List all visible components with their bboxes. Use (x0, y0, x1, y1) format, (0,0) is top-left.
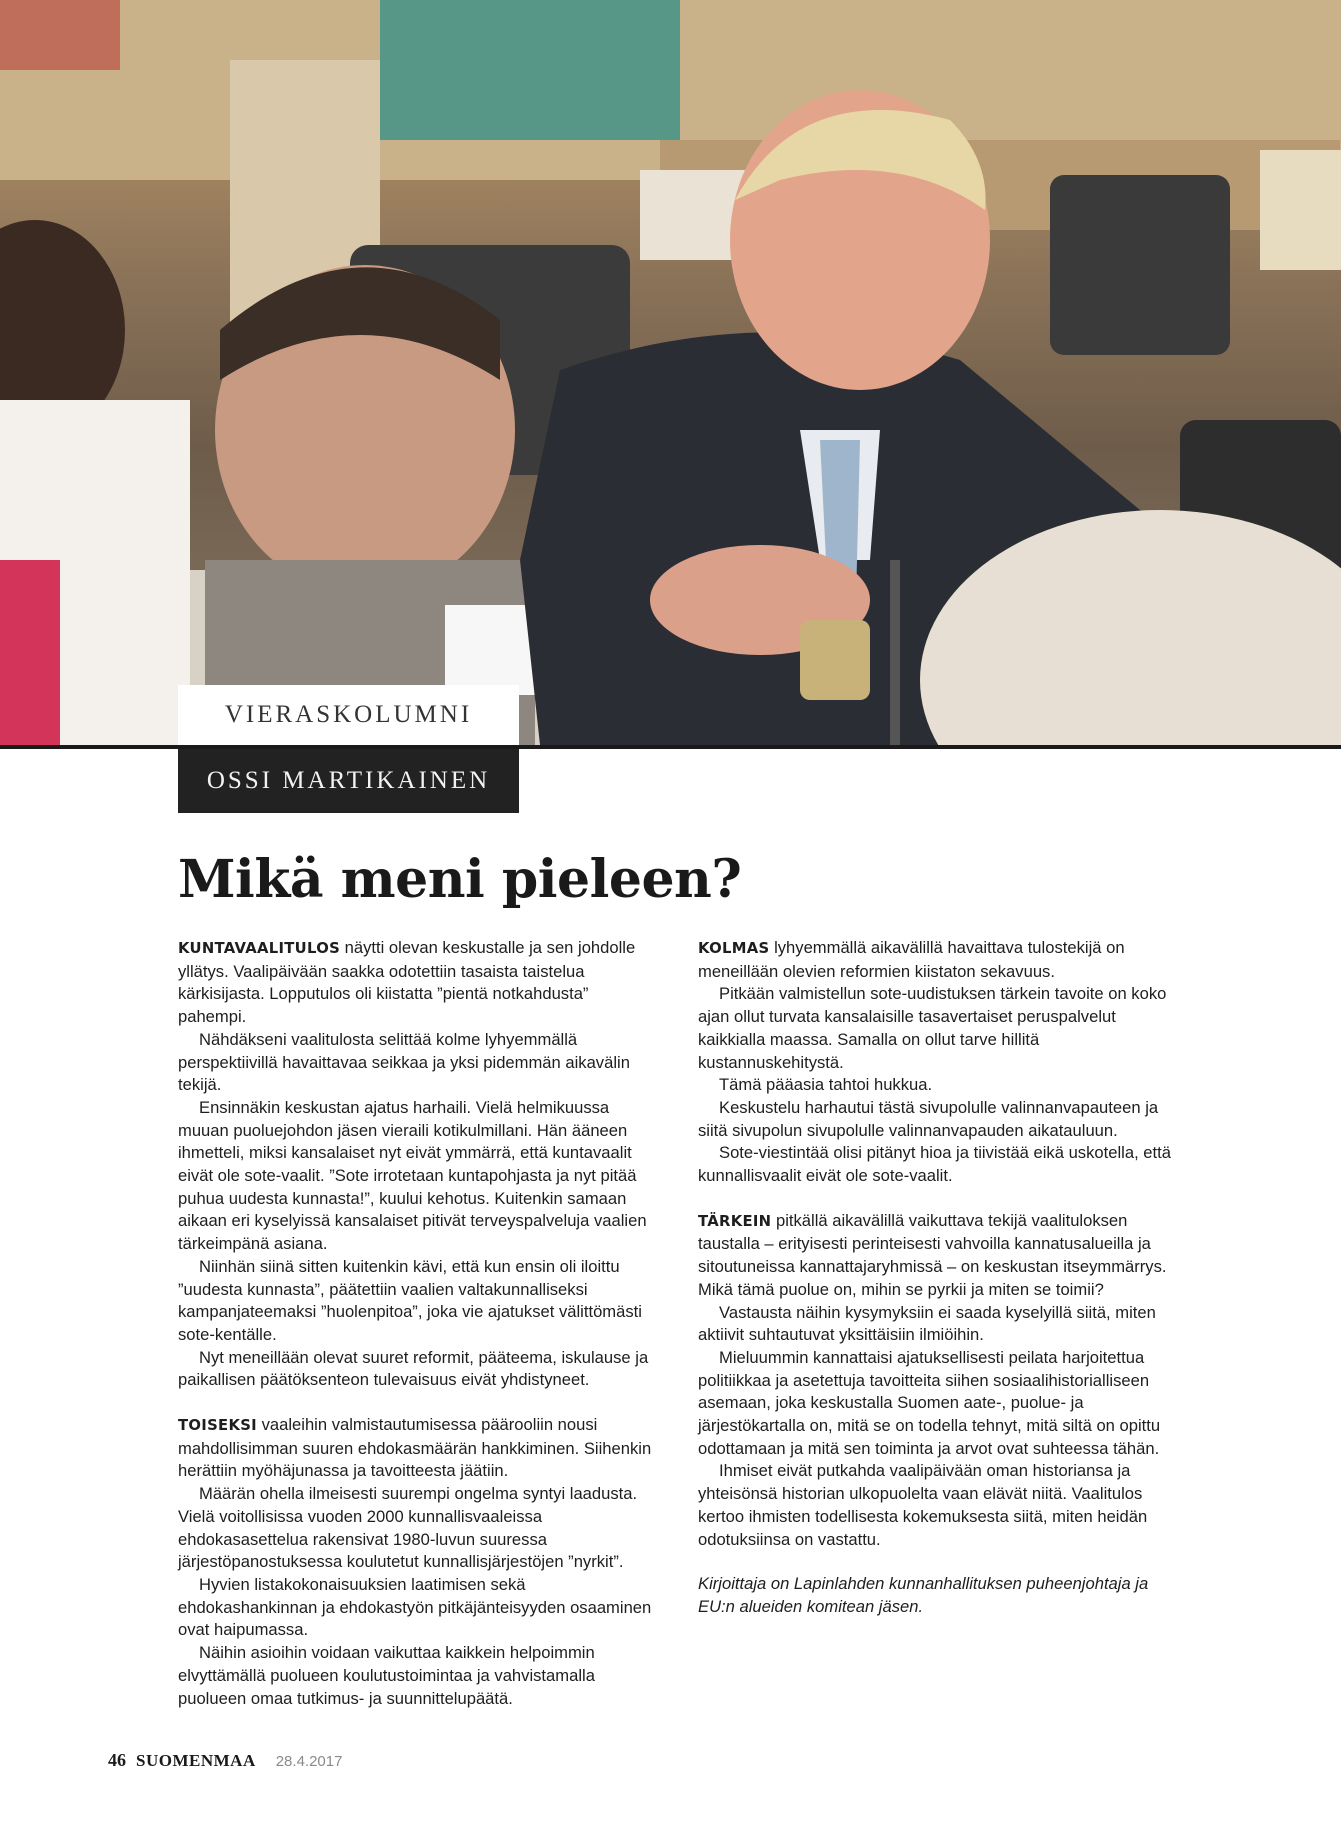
paragraph: Vastausta näihin kysymyksiin ei saada kyselyillä siitä, miten aktiivit suhtautuvat yksittäisiin ilmiöihin. (698, 1302, 1156, 1345)
paragraph: Keskustelu harhautui tästä sivupolulle valinnanvapauteen ja siitä sivupolun sivupolulle valinnanvapauden aikatauluun. (698, 1097, 1159, 1140)
paragraph: KUNTAVAALITULOS näytti olevan keskustalle ja sen johdolle yllätys. Vaalipäivään saakka odotettiin tasaista taistelua kärkisijasta. Lopputulos oli kiistatta ”pientä notkahdusta” pahempi. (178, 938, 636, 1027)
publication-name: SUOMENMAA (136, 1751, 256, 1770)
photo-icon (0, 0, 1341, 745)
paragraph: TOISEKSI vaaleihin valmistautumisessa päärooliin nousi mahdollisimman suuren ehdokasmäärän hankkiminen. Siihenkin herättiin myöhäjunassa ja tavoitteesta jäätiin. (178, 1415, 652, 1481)
publication-date: 28.4.2017 (275, 1753, 343, 1770)
left-column (178, 937, 654, 1710)
paragraph: Näihin asioihin voidaan vaikuttaa kaikkein helpoimmin elvyttämällä puolueen koulutustoimintaa ja vahvistamalla puolueen omaa tutkimus- ja suunnittelupäätä. (178, 1643, 595, 1708)
page-footer (108, 1750, 342, 1771)
paragraph: Niinhän siinä sitten kuitenkin kävi, että kun ensin oli iloittu ”uudesta kunnasta”, päätettiin vaalien valtakunnalliseksi kampanjateemaksi ”huolenpitoa”, joka vie ajatukset välittömästi sote-kentälle. (178, 1256, 642, 1344)
paragraph: TÄRKEIN pitkällä aikavälillä vaikuttava tekijä vaalituloksen taustalla – erityisesti perinteisesti vahvoilla kannatusalueilla ja sitoutuneissa kannattajaryhmissä – on keskustan itseymmärrys. Mikä tämä puolue on, mihin se pyrkii ja miten se toimii? (698, 1210, 1167, 1299)
paragraph: Nähdäkseni vaalitulosta selittää kolme lyhyemmällä perspektiivillä havaittavaa seikkaa ja yksi pidemmän aikavälin tekijä. (178, 1029, 630, 1095)
page-number: 46 (108, 1750, 126, 1770)
right-column (698, 937, 1174, 1619)
paragraph: Ihmiset eivät putkahda vaalipäivään oman historiansa ja yhteisönsä historian ulkopuolelta vaan elävät niitä. Vaalitulos kertoo ihmisten todellisesta kokemuksesta siitä, miten heidän odotuksiinsa on vastattu. (698, 1461, 1148, 1549)
article-photo (0, 0, 1341, 745)
paragraph: Mieluummin kannattaisi ajatuksellisesti peilata harjoitettua politiikkaa ja asetettuja tavoitteita siihen sosiaalihistorialliseen asemaan, joka keskustalla Suomen aate-, puolue- ja järjestökartalla on, mitä se on todella tehnyt, mitä siltä on opittu odottamaan ja mitä sen toiminta ja arvot ovat suhteessa tähän. (698, 1347, 1161, 1458)
paragraph: Pitkään valmistellun sote-uudistuksen tärkein tavoite on koko ajan ollut turvata kansalaisille tasavertaiset peruspalvelut kaikkialla maassa. Samalla on ollut tarve hillitä kustannuskehitystä. (698, 984, 1167, 1072)
paragraph: Nyt meneillään olevat suuret reformit, pääteema, iskulause ja paikallisen päätöksenteon tulevaisuus eivät yhdistyneet. (178, 1347, 649, 1390)
author-label: OSSI MARTIKAINEN (178, 749, 519, 813)
paragraph: Tämä pääasia tahtoi hukkua. (719, 1075, 933, 1095)
headline: Mikä meni pieleen? (178, 849, 742, 910)
section-label: VIERASKOLUMNI (178, 685, 519, 745)
paragraph: KOLMAS lyhyemmällä aikavälillä havaittava tulostekijä on meneillään olevien reformien kiistaton sekavuus. (698, 938, 1125, 981)
paragraph: Määrän ohella ilmeisesti suurempi ongelma syntyi laadusta. Vielä voitollisissa vuoden 2000 kunnallisvaaleissa ehdokasasettelua rakensivat 1980-luvun suuressa järjestöpanostuksessa koulutetut kunnallisjärjestöjen ”nyrkit”. (178, 1484, 638, 1572)
author-signature: Kirjoittaja on Lapinlahden kunnanhallituksen puheenjohtaja ja EU:n alueiden komitean jäsen. (698, 1574, 1149, 1616)
paragraph: Ensinnäkin keskustan ajatus harhaili. Vielä helmikuussa muuan puoluejohdon jäsen vieraili kotikulmillani. Hän ääneen ihmetteli, miksi kansalaiset nyt eivät ymmärrä, että kuntavaalit eivät ole sote-vaalit. ”Sote irrotetaan kuntapohjasta ja nyt pitää puhua uudesta kunnasta!”, kuului kehotus. Kuitenkin samaan aikaan eri kyselyissä kansalaiset pitivät terveyspalveluja vaalien tärkeimpänä asiana. (178, 1097, 647, 1254)
paragraph: Hyvien listakokonaisuuksien laatimisen sekä ehdokashankinnan ja ehdokastyön pitkäjänteisyyden osaaminen ovat haipumassa. (178, 1574, 652, 1640)
paragraph: Sote-viestintää olisi pitänyt hioa ja tiivistää eikä uskotella, että kunnallisvaalit eivät ole sote-vaalit. (698, 1143, 1171, 1186)
